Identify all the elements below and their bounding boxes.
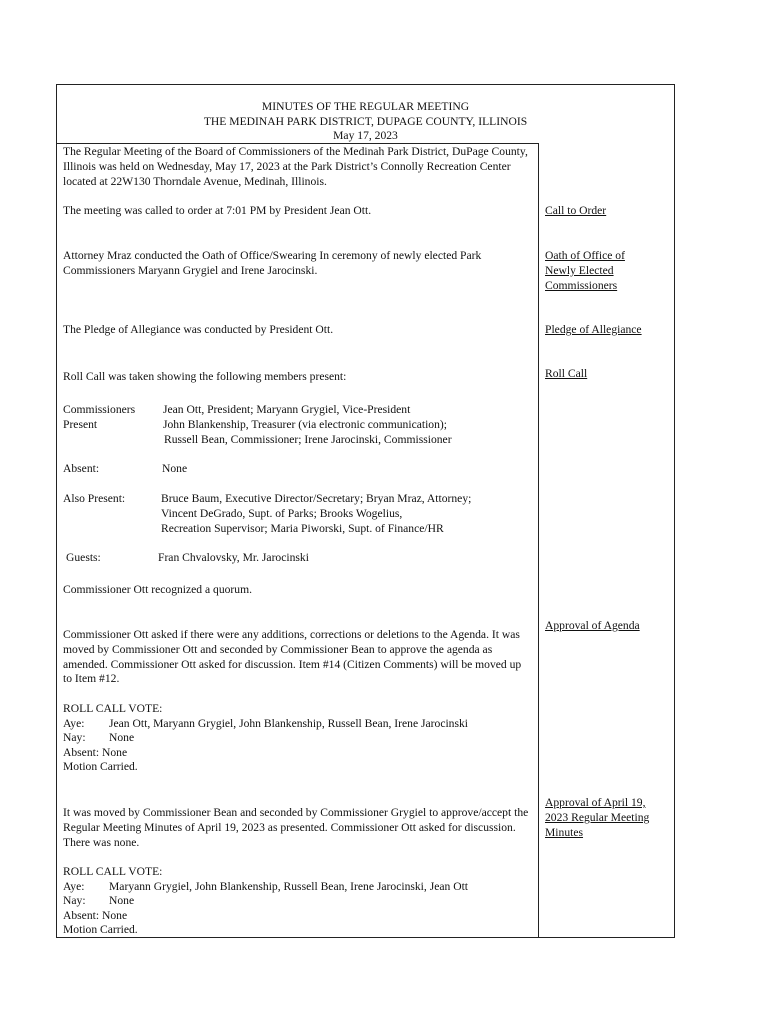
nay-value: None — [109, 731, 135, 745]
agenda-text: Commissioner Ott asked if there were any additions, corrections or deletions to the Agenda. It was moved by Commissioner Ott and seconded by Commissioner Bean to approve the agenda as amended. Commissioner Ott asked for discussion. Item #14 (Citizen Comments) will be moved up to Item #12. — [63, 628, 522, 686]
absent-value: None — [101, 908, 128, 922]
guests-value: Fran Chvalovsky, Mr. Jarocinski — [158, 551, 309, 564]
side-heading-agenda: Approval of Agenda — [545, 619, 640, 632]
side-heading-roll-call: Roll Call — [545, 367, 588, 380]
absent-label: Absent: — [63, 745, 100, 759]
nay-label: Nay: — [63, 731, 86, 745]
nay-label: Nay: — [63, 894, 86, 908]
pledge-text: The Pledge of Allegiance was conducted by President Ott. — [63, 323, 334, 336]
nay-value: None — [109, 894, 135, 908]
document-header — [56, 100, 675, 144]
minutes-approval-text: It was moved by Commissioner Bean and seconded by Commissioner Grygiel to approve/accept the Regular Meeting Minutes of April 19, 2023 as presented. Commissioner Ott asked for discussion. There was none. — [63, 806, 529, 849]
aye-value: Maryann Grygiel, John Blankenship, Russell Bean, Irene Jarocinski, Jean Ott — [109, 879, 469, 893]
side-heading-call-to-order: Call to Order — [545, 204, 607, 217]
commissioners-present-label: Commissioners Present — [63, 403, 136, 431]
column-divider — [538, 143, 539, 938]
absent-label: Absent: — [63, 462, 100, 475]
side-heading-minutes: Approval of April 19, 2023 Regular Meeting Minutes — [545, 796, 650, 839]
agenda-roll-call-vote — [63, 702, 533, 775]
aye-label: Aye: — [63, 879, 85, 893]
absent-value: None — [162, 462, 188, 475]
also-present-label: Also Present: — [63, 492, 126, 505]
aye-label: Aye: — [63, 716, 85, 730]
header-district: THE MEDINAH PARK DISTRICT, DUPAGE COUNTY, ILLINOIS — [203, 114, 528, 128]
header-title: MINUTES OF THE REGULAR MEETING — [261, 100, 470, 113]
vote-title: ROLL CALL VOTE: — [63, 702, 163, 715]
guests-label: Guests: — [66, 551, 101, 564]
minutes-roll-call-vote — [63, 865, 533, 938]
side-heading-pledge: Pledge of Allegiance — [545, 323, 642, 336]
quorum-text: Commissioner Ott recognized a quorum. — [63, 583, 253, 596]
call-to-order-text: The meeting was called to order at 7:01 PM by President Jean Ott. — [63, 204, 372, 217]
absent-value: None — [101, 745, 128, 759]
intro-paragraph: The Regular Meeting of the Board of Commissioners of the Medinah Park District, DuPage County, Illinois was held on Wednesday, May 17, 2023 at the Park District’s Connolly Recreation Center located at 22W130 Thorndale Avenue, Medinah, Illinois. — [63, 145, 528, 188]
vote-title: ROLL CALL VOTE: — [63, 865, 163, 878]
commissioners-present-list: Jean Ott, President; Maryann Grygiel, Vice-President John Blankenship, Treasurer (via electronic communication); Russell Bean, Commissioner; Irene Jarocinski, Commissioner — [163, 403, 452, 446]
aye-value: Jean Ott, Maryann Grygiel, John Blankenship, Russell Bean, Irene Jarocinski — [109, 716, 469, 730]
also-present-list: Bruce Baum, Executive Director/Secretary; Bryan Mraz, Attorney; Vincent DeGrado, Supt. of Parks; Brooks Wogelius, Recreation Supervisor; Maria Piworski, Supt. of Finance/HR — [161, 492, 472, 535]
absent-label: Absent: — [63, 908, 100, 922]
motion-result: Motion Carried. — [63, 923, 138, 937]
side-heading-oath: Oath of Office of Newly Elected Commissioners — [545, 249, 625, 292]
roll-call-text: Roll Call was taken showing the following members present: — [63, 370, 347, 383]
oath-text: Attorney Mraz conducted the Oath of Office/Swearing In ceremony of newly elected Park Commissioners Maryann Grygiel and Irene Jarocinski. — [63, 249, 482, 277]
header-date: May 17, 2023 — [333, 129, 398, 142]
motion-result: Motion Carried. — [63, 760, 138, 774]
